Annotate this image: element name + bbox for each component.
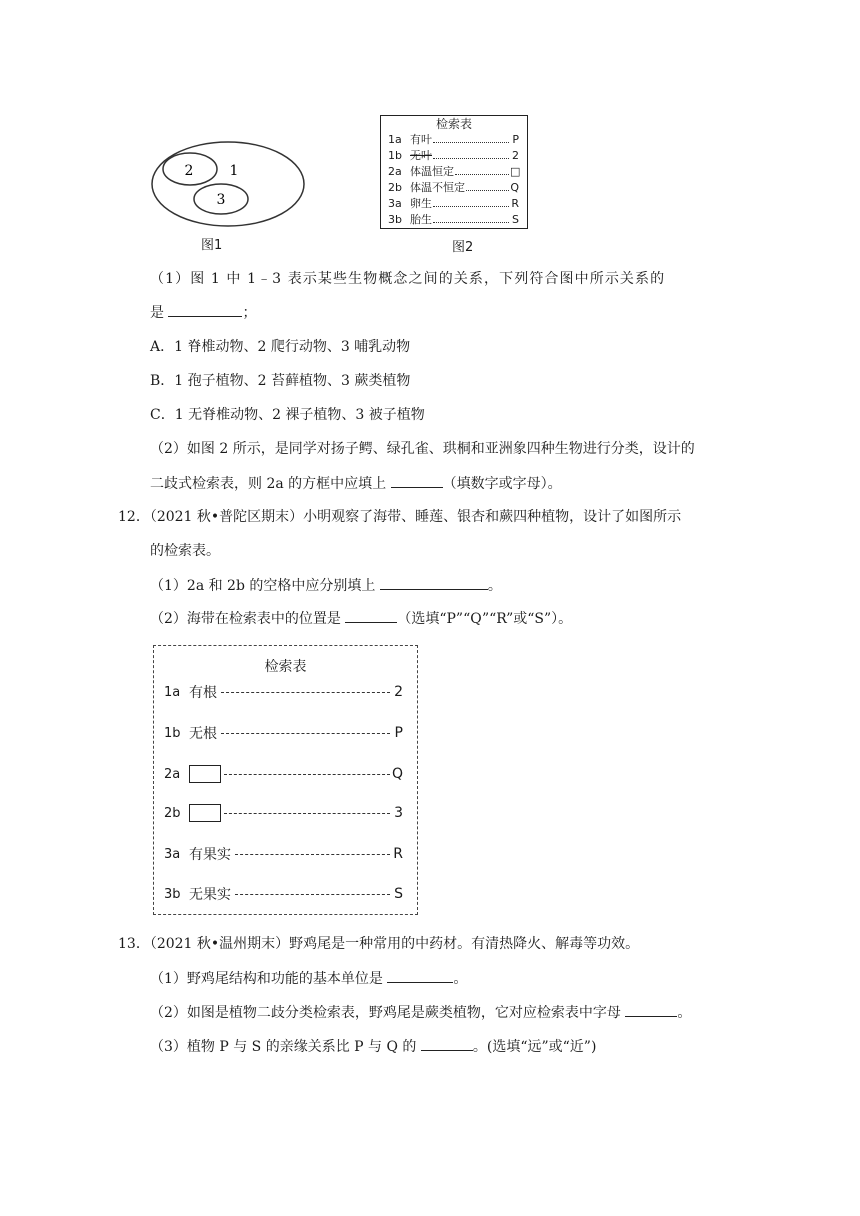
- answer-blank[interactable]: [625, 1002, 677, 1017]
- row-label: 有根: [189, 685, 217, 701]
- row-result: Q: [391, 766, 403, 782]
- q11-part1-suffix: ；: [242, 305, 257, 321]
- q12-part2-prefix: （2）海带在检索表中的位置是: [150, 611, 346, 627]
- answer-blank[interactable]: [391, 473, 443, 488]
- answer-blank[interactable]: [380, 575, 488, 590]
- q12-key-row: [164, 764, 403, 784]
- row-result: S: [512, 213, 519, 226]
- dashed-leader: [235, 854, 390, 855]
- figure2-row: [388, 149, 519, 162]
- row-result: S: [394, 886, 403, 902]
- q12-key-row: [164, 803, 403, 823]
- dashed-leader: [221, 692, 390, 693]
- q13-part1-prefix: （1）野鸡尾结构和功能的基本单位是: [150, 971, 388, 987]
- dotted-leader: [433, 157, 509, 159]
- q13-part2-prefix: （2）如图是植物二歧分类检索表，野鸡尾是蕨类植物，它对应检索表中字母: [150, 1005, 626, 1021]
- q13-part1: [150, 968, 467, 989]
- row-code: 1b: [164, 725, 181, 741]
- answer-blank[interactable]: [168, 302, 242, 317]
- q11-part1-line1: （1）图 1 中 1﹣3 表示某些生物概念之间的关系，下列符合图中所示关系的: [150, 271, 666, 287]
- q12-key-table: [153, 645, 418, 915]
- row-code: 3b: [164, 886, 181, 902]
- q12-part2-suffix: （选填“P”“Q”“R”或“S”）。: [397, 611, 573, 627]
- row-result: 2: [512, 149, 519, 162]
- blank-box[interactable]: [189, 804, 221, 822]
- row-result: 2: [394, 684, 403, 700]
- dashed-leader: [235, 894, 390, 895]
- row-code: 3b: [388, 213, 402, 226]
- row-result: Q: [510, 181, 519, 194]
- q13-part2: [150, 1002, 691, 1023]
- q11-part2-line2: [150, 473, 562, 494]
- q12-key-row: [164, 844, 403, 864]
- dotted-leader: [455, 173, 509, 175]
- q11-option-b: B．1 孢子植物、2 苔藓植物、3 蕨类植物: [150, 373, 411, 389]
- q11-part2-prefix: 二歧式检索表，则 2a 的方框中应填上: [150, 476, 391, 492]
- row-text: 胎生: [410, 213, 432, 226]
- q12-key-row: [164, 884, 403, 904]
- figure1-label-2: 2: [184, 163, 194, 179]
- answer-blank[interactable]: [421, 1036, 473, 1051]
- q13-part3-suffix: 。(选填“远”或“近”): [472, 1039, 597, 1055]
- row-text: 卵生: [410, 197, 432, 210]
- row-code: 3a: [164, 846, 181, 862]
- row-code: 3a: [388, 197, 402, 210]
- figure2-key-table: [380, 115, 528, 229]
- row-code: 2a: [164, 766, 181, 782]
- figure2-caption: 图2: [452, 240, 474, 255]
- figure1-label-3: 3: [216, 192, 226, 208]
- row-code: 2a: [388, 165, 402, 178]
- row-text: 体温恒定: [410, 165, 454, 178]
- dashed-leader: [224, 774, 390, 775]
- figure2-row: [388, 197, 519, 210]
- row-code: 1b: [388, 149, 402, 162]
- q13-stem: 13．（2021 秋•温州期末）野鸡尾是一种常用的中药材。有清热降火、解毒等功效。: [118, 936, 640, 952]
- figure2-row: [388, 133, 519, 146]
- row-code: 2b: [388, 181, 402, 194]
- row-result: P: [394, 725, 403, 741]
- figure1-caption: 图1: [201, 238, 223, 253]
- q11-part2-suffix: （填数字或字母）。: [442, 476, 562, 492]
- row-result: R: [393, 846, 403, 862]
- q12-part1: [150, 575, 502, 596]
- dashed-leader: [224, 813, 390, 814]
- row-label: 无果实: [189, 887, 231, 903]
- q12-part1-prefix: （1）2a 和 2b 的空格中应分别填上: [150, 578, 380, 594]
- q13-part1-suffix: 。: [453, 971, 468, 987]
- row-text: 有叶: [410, 133, 432, 146]
- row-label: 有果实: [189, 847, 231, 863]
- q12-part2: [150, 608, 572, 629]
- row-text: 无叶: [410, 149, 432, 162]
- q11-part1-line2: [150, 302, 256, 323]
- figure2-row: [388, 165, 519, 178]
- q12-key-title: 检索表: [264, 659, 307, 675]
- q13-part3-prefix: （3）植物 P 与 S 的亲缘关系比 P 与 Q 的: [150, 1039, 421, 1055]
- figure2-row: [388, 213, 519, 226]
- q12-key-row: [164, 682, 403, 702]
- q11-option-c: C．1 无脊椎动物、2 裸子植物、3 被子植物: [150, 407, 425, 423]
- figure1-diagram: [148, 138, 308, 234]
- dotted-leader: [433, 205, 509, 207]
- q12-key-row: [164, 723, 403, 743]
- figure2-title: 检索表: [435, 117, 472, 131]
- row-code: 1a: [164, 684, 181, 700]
- q12-stem-line2: 的检索表。: [150, 543, 220, 559]
- q13-part3: [150, 1036, 596, 1057]
- q11-part1-prefix: 是: [150, 305, 169, 321]
- row-code: 1a: [388, 133, 402, 146]
- dotted-leader: [433, 141, 509, 143]
- row-code: 2b: [164, 805, 181, 821]
- row-result: P: [512, 133, 519, 146]
- row-result: 3: [394, 805, 403, 821]
- q12-part1-suffix: 。: [487, 578, 502, 594]
- answer-blank[interactable]: [387, 968, 453, 983]
- figure2-row: [388, 181, 519, 194]
- q12-stem-line1: 12．（2021 秋•普陀区期末）小明观察了海带、睡莲、银杏和蕨四种植物，设计了如图所示: [118, 509, 682, 525]
- answer-blank[interactable]: [345, 608, 397, 623]
- row-result: R: [511, 197, 519, 210]
- row-result: □: [510, 165, 521, 178]
- dotted-leader: [466, 189, 509, 191]
- row-label: 无根: [189, 726, 217, 742]
- q13-part2-suffix: 。: [677, 1005, 692, 1021]
- q11-option-a: A．1 脊椎动物、2 爬行动物、3 哺乳动物: [150, 339, 411, 355]
- blank-box[interactable]: [189, 765, 221, 783]
- figure1-label-1: 1: [229, 163, 239, 179]
- q11-part2-line1: （2）如图 2 所示，是同学对扬子鳄、绿孔雀、珙桐和亚洲象四种生物进行分类，设计的: [150, 441, 695, 457]
- dashed-leader: [221, 733, 390, 734]
- row-text: 体温不恒定: [410, 181, 465, 194]
- dotted-leader: [433, 221, 509, 223]
